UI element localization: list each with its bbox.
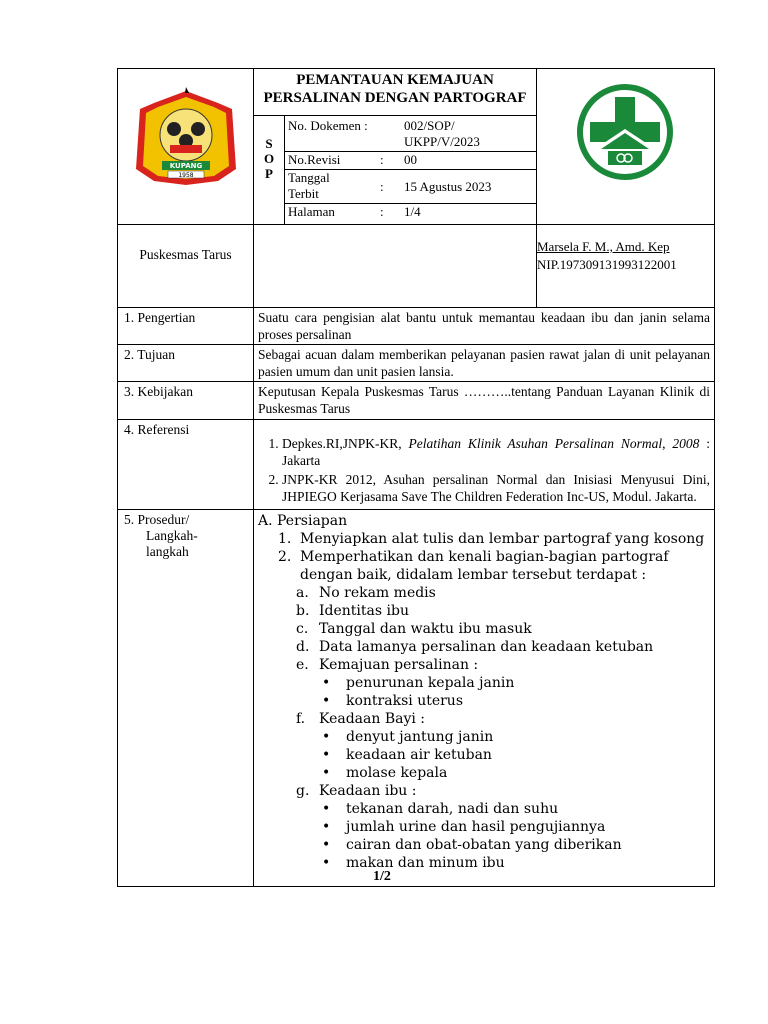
puskesmas-name: Puskesmas Tarus	[118, 225, 254, 308]
prosedur-label: 5. Prosedur/ Langkah- langkah	[118, 510, 254, 887]
meta-row-dokumen: No. Dokemen : 002/SOP/ UKPP/V/2023	[284, 116, 536, 152]
kebijakan-label: 3. Kebijakan	[118, 382, 254, 420]
step-items	[258, 584, 710, 872]
sub-item: a. No rekam medis	[296, 585, 436, 601]
sub-item: f. Keadaan Bayi :	[296, 711, 426, 727]
logo-kupang-text: KUPANG	[169, 162, 203, 170]
bullet-item: • tekanan darah, nadi dan suhu	[322, 801, 559, 817]
left-logo-cell	[118, 69, 254, 225]
document-title: PEMANTAUAN KEMAJUAN PERSALINAN DENGAN PARTOGRAF	[263, 72, 527, 106]
bullet-icon: •	[322, 819, 331, 835]
bullet-item: • molase kepala	[322, 765, 448, 781]
bullet-item: • denyut jantung janin	[322, 729, 494, 745]
reference-item: 1. Depkes.RI,JNPK-KR, Pelatihan Klinik Asuhan Persalinan Normal, 2008 : Jakarta	[282, 435, 710, 469]
step-2-cont: dengan baik, didalam lembar tersebut terdapat :	[300, 567, 647, 583]
bullet-item: • keadaan air ketuban	[322, 747, 492, 763]
pengertian-text: Suatu cara pengisian alat bantu untuk memantau keadaan ibu dan janin selama proses persalinan	[254, 308, 715, 345]
title-cell	[254, 69, 537, 225]
bullet-icon: •	[322, 765, 331, 781]
prosedur-content	[254, 510, 715, 887]
bullet-icon: •	[322, 837, 331, 853]
page-number: 1/2	[373, 869, 391, 884]
sub-item: b. Identitas ibu	[296, 603, 409, 619]
sub-item: g. Keadaan ibu :	[296, 783, 417, 799]
pengertian-label: 1. Pengertian	[118, 308, 254, 345]
sop-table	[117, 68, 715, 887]
right-logo-cell	[537, 69, 715, 225]
blank-cell	[254, 225, 537, 308]
bullet-icon: •	[322, 747, 331, 763]
section-heading: A. Persiapan	[258, 513, 348, 529]
step-1: 1. Menyiapkan alat tulis dan lembar partograf yang kosong	[278, 531, 705, 547]
tujuan-text: Sebagai acuan dalam memberikan pelayanan pasien rawat jalan di unit pelayanan pasien umum dan unit pasien lansia.	[254, 345, 715, 382]
tujuan-label: 2. Tujuan	[118, 345, 254, 382]
bullet-icon: •	[322, 675, 331, 691]
kupang-emblem-icon	[118, 69, 253, 219]
bullet-icon: •	[322, 855, 331, 871]
bullet-item: • makan dan minum ibu	[322, 855, 505, 871]
sop-document	[117, 68, 715, 887]
signature-cell	[537, 225, 715, 308]
logo-year-text: 1958	[178, 172, 194, 179]
signer-name: Marsela F. M., Amd. Kep	[537, 239, 670, 254]
sop-metadata	[254, 115, 536, 224]
bullet-item: • jumlah urine dan hasil pengujiannya	[322, 819, 606, 835]
bullet-icon: •	[322, 729, 331, 745]
referensi-text	[254, 420, 715, 510]
signer-nip: NIP.197309131993122001	[537, 257, 677, 272]
referensi-label: 4. Referensi	[118, 420, 254, 510]
bullet-item: • kontraksi uterus	[322, 693, 464, 709]
sub-item: e. Kemajuan persalinan :	[296, 657, 479, 673]
bullet-item: • penurunan kepala janin	[322, 675, 515, 691]
bullet-icon: •	[322, 693, 331, 709]
sop-letters: S O P	[254, 116, 285, 224]
bullet-item: • cairan dan obat-obatan yang diberikan	[322, 837, 622, 853]
sub-item: c. Tanggal dan waktu ibu masuk	[296, 621, 532, 637]
meta-row-revisi: No.Revisi : 00	[284, 152, 536, 170]
meta-row-halaman: Halaman : 1/4	[288, 204, 421, 219]
referensi-list	[258, 435, 710, 505]
reference-item: 2. JNPK-KR 2012, Asuhan persalinan Normal dan Inisiasi Menyusui Dini, JHPIEGO Kerjasama Save The Children Federation Inc-US, Modul. Jakarta.	[282, 471, 710, 505]
step-2: 2. Memperhatikan dan kenali bagian-bagian partograf	[278, 549, 669, 565]
kebijakan-text: Keputusan Kepala Puskesmas Tarus ………..tentang Panduan Layanan Klinik di Puskesmas Tarus	[254, 382, 715, 420]
sub-item: d. Data lamanya persalinan dan keadaan ketuban	[296, 639, 654, 655]
puskesmas-logo-icon	[537, 69, 713, 219]
meta-row-tanggal: Tanggal Terbit : 15 Agustus 2023	[284, 170, 536, 204]
bullet-icon: •	[322, 801, 331, 817]
